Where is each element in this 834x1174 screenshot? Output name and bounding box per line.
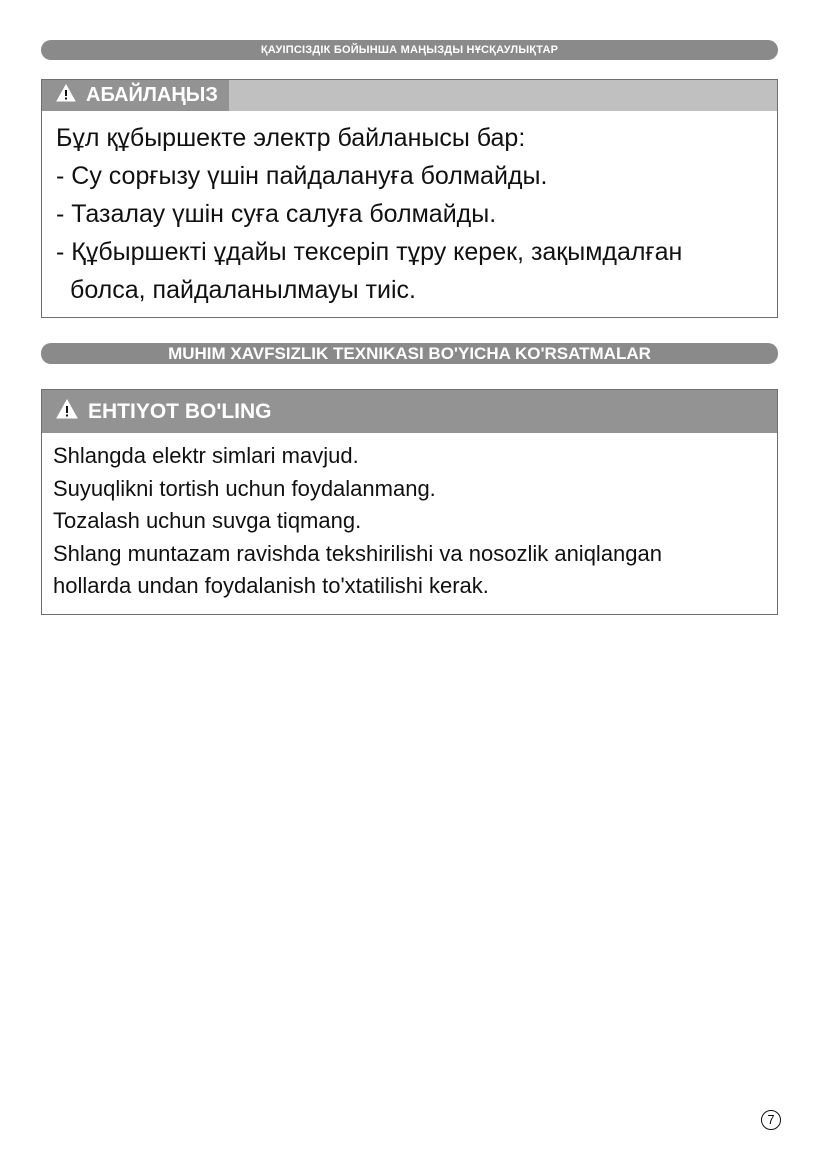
uzbek-warning-box [41, 389, 778, 615]
kazakh-warning-line: болса, пайдаланылмауы тиіс. [70, 276, 416, 304]
uzbek-section-bar: MUHIM XAVFSIZLIK TEXNIKASI BO'YICHA KO'RSATMALAR [41, 343, 778, 364]
uzbek-warning-body [42, 433, 777, 603]
uzbek-warning-line: Shlang muntazam ravishda tekshirilishi va nosozlik aniqlangan [53, 540, 662, 566]
kazakh-warning-line: - Тазалау үшін суға салуға болмайды. [56, 200, 497, 228]
uzbek-warning-line: Shlangda elektr simlari mavjud. [53, 443, 359, 468]
kazakh-warning-body [42, 111, 777, 309]
warning-triangle-icon [56, 399, 78, 425]
kazakh-warning-line: Бұл құбыршекте электр байланысы бар: [56, 124, 526, 152]
kazakh-warning-line: - Құбыршекті ұдайы тексеріп тұру керек, зақымдалған [56, 238, 683, 266]
kazakh-warning-line: - Су сорғызу үшін пайдалануға болмайды. [56, 162, 548, 190]
page-number: 7 [761, 1110, 781, 1130]
kazakh-warning-box [41, 79, 778, 318]
uzbek-warning-line: Suyuqlikni tortish uchun foydalanmang. [53, 475, 436, 501]
uzbek-warning-header [42, 390, 777, 433]
kazakh-section-bar: ҚАУІПСІЗДІК БОЙЫНША МАҢЫЗДЫ НҰСҚАУЛЫҚТАР [41, 40, 778, 60]
kazakh-warning-title: АБАЙЛАҢЫЗ [86, 84, 218, 106]
warning-triangle-icon [56, 84, 76, 108]
uzbek-warning-title: EHTIYOT BO'LING [88, 399, 272, 423]
uzbek-warning-line: Tozalash uchun suvga tiqmang. [53, 508, 362, 533]
kazakh-warning-header-fill [229, 80, 777, 111]
kazakh-warning-header [42, 80, 229, 111]
uzbek-warning-line: hollarda undan foydalanish to'xtatilishi kerak. [53, 573, 489, 598]
